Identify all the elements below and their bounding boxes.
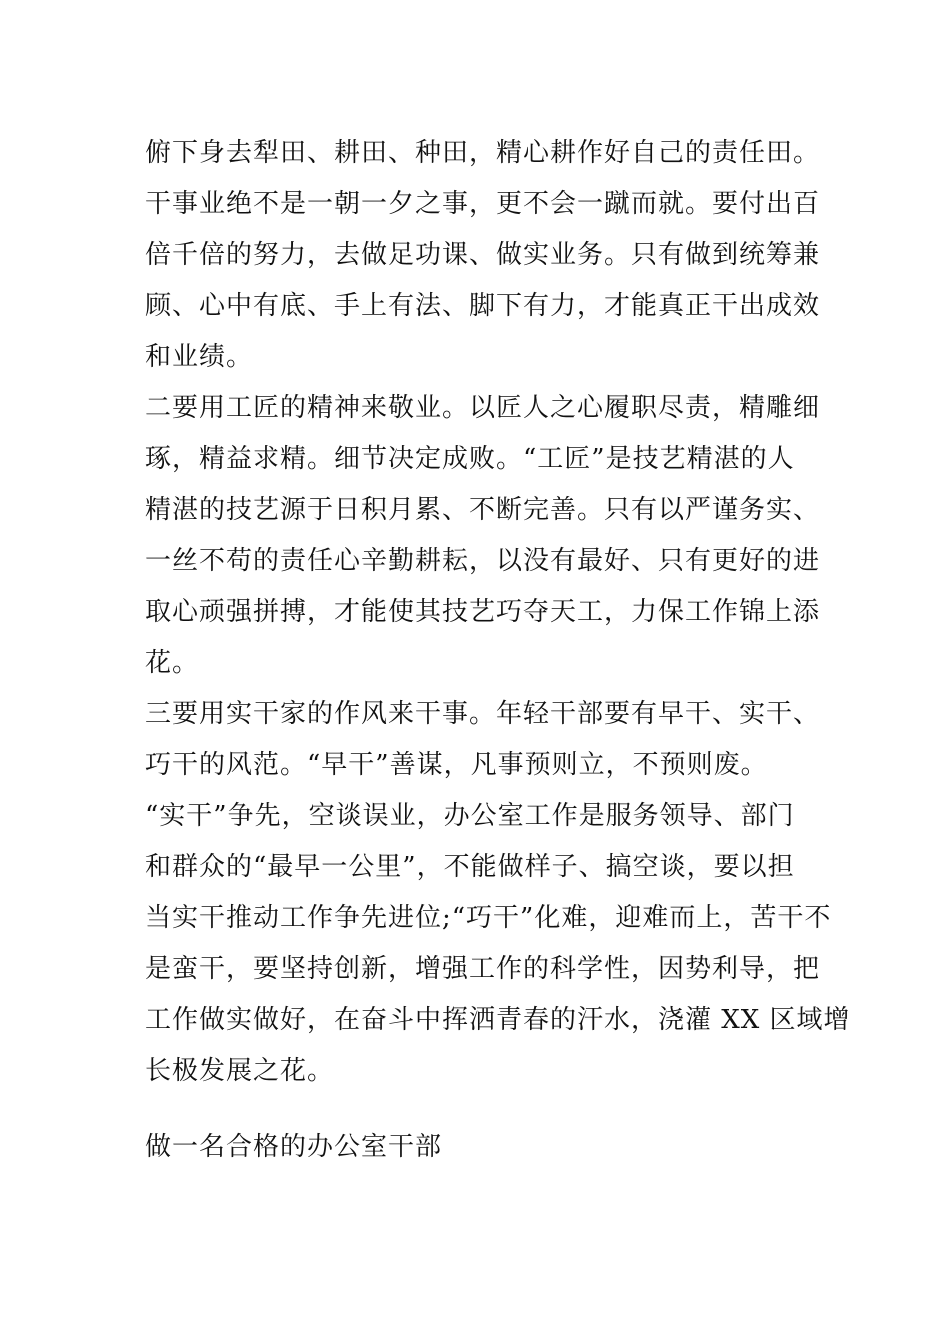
text-line: 干事业绝不是一朝一夕之事，更不会一蹴而就。要付出百	[145, 189, 821, 219]
section-heading: 做一名合格的办公室干部	[145, 1132, 443, 1162]
text-line: 三要用实干家的作风来干事。年轻干部要有早干、实干、	[145, 699, 821, 729]
text-line: 工作做实做好，在奋斗中挥洒青春的汗水，浇灌 XX 区域增	[145, 1005, 851, 1035]
text-line: 二要用工匠的精神来敬业。以匠人之心履职尽责，精雕细	[145, 393, 821, 423]
text-line: 取心顽强拼搏，才能使其技艺巧夺天工，力保工作锦上添	[145, 597, 821, 627]
text-line: 琢，精益求精。细节决定成败。“工匠”是技艺精湛的人	[145, 444, 795, 474]
text-line: 顾、心中有底、手上有法、脚下有力，才能真正干出成效	[145, 291, 821, 321]
text-line: 一丝不苟的责任心辛勤耕耘，以没有最好、只有更好的进	[145, 546, 821, 576]
text-line: 长极发展之花。	[145, 1056, 335, 1086]
body-text	[145, 128, 851, 1097]
text-line: 花。	[145, 648, 200, 678]
text-line: 精湛的技艺源于日积月累、不断完善。只有以严谨务实、	[145, 495, 821, 525]
text-line: 当实干推动工作争先进位;“巧干”化难，迎难而上，苦干不	[145, 903, 832, 933]
text-line: 巧干的风范。“早干”善谋，凡事预则立，不预则废。	[145, 750, 768, 780]
text-line: 倍千倍的努力，去做足功课、做实业务。只有做到统筹兼	[145, 240, 821, 270]
text-line: 和业绩。	[145, 342, 254, 372]
text-line: “实干”争先，空谈误业，办公室工作是服务领导、部门	[145, 801, 795, 831]
text-line: 俯下身去犁田、耕田、种田，精心耕作好自己的责任田。	[145, 138, 821, 168]
text-line: 是蛮干，要坚持创新，增强工作的科学性，因势利导，把	[145, 954, 821, 984]
text-line: 和群众的“最早一公里”，不能做样子、搞空谈，要以担	[145, 852, 795, 882]
